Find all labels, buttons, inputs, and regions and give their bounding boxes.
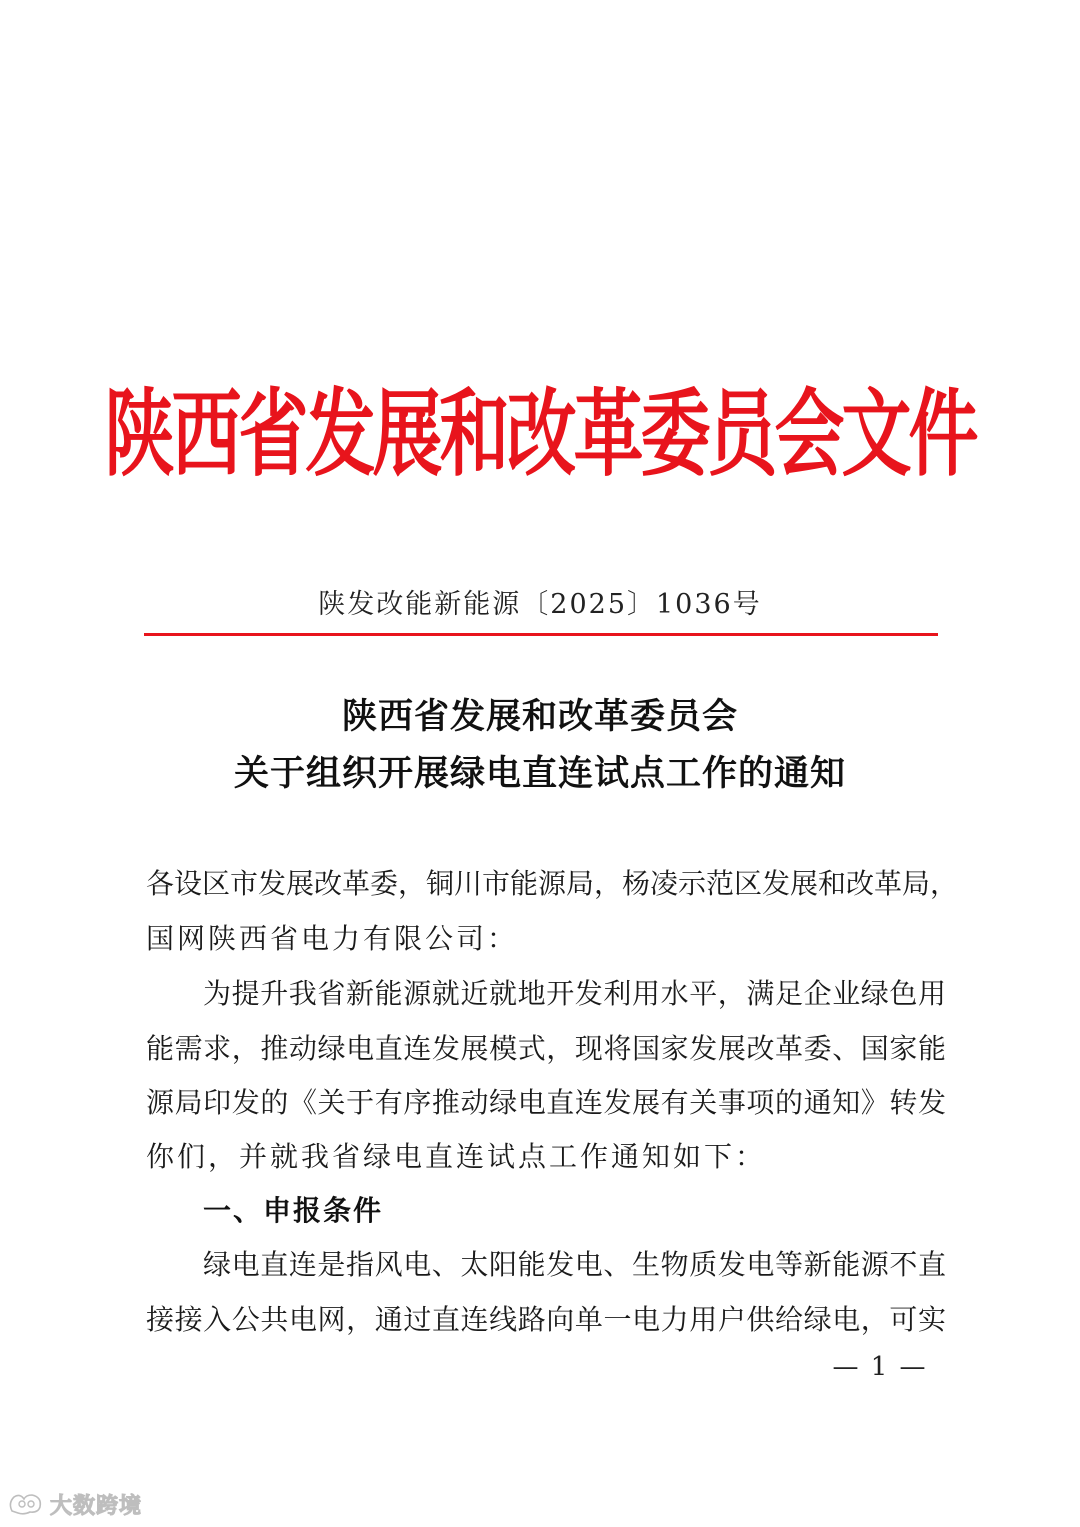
section1-line-1: 绿电直连是指风电、太阳能发电、生物质发电等新能源不直	[203, 1248, 946, 1281]
addressee-line-2: 国网陕西省电力有限公司：	[146, 922, 519, 955]
intro-line-1: 为提升我省新能源就近就地开发利用水平，满足企业绿色用	[203, 977, 946, 1010]
page-number: — 1 —	[832, 1352, 928, 1382]
section1-line-2: 接接入公共电网，通过直连线路向单一电力用户供给绿电，可实	[146, 1303, 946, 1336]
addressee-line-1: 各设区市发展改革委，铜川市能源局，杨凌示范区发展和改革局，	[146, 867, 959, 900]
red-divider	[144, 633, 938, 636]
section-heading-1: 一、申报条件	[203, 1194, 384, 1227]
watermark	[6, 1488, 142, 1520]
watermark-logo-icon	[6, 1491, 46, 1517]
notice-title-line-1: 陕西省发展和改革委员会	[341, 697, 738, 737]
intro-line-3: 源局印发的《关于有序推动绿电直连发展有关事项的通知》转发	[146, 1086, 946, 1119]
masthead-title: 陕西省发展和改革委员会文件	[104, 378, 976, 490]
notice-title-line-2: 关于组织开展绿电直连试点工作的通知	[233, 754, 846, 794]
intro-line-4: 你们，并就我省绿电直连试点工作通知如下：	[146, 1140, 767, 1173]
watermark-text: 大数跨境	[50, 1493, 143, 1519]
intro-line-2: 能需求，推动绿电直连发展模式，现将国家发展改革委、国家能	[146, 1032, 946, 1065]
document-number: 陕发改能新能源〔2025〕1036号	[318, 589, 762, 620]
